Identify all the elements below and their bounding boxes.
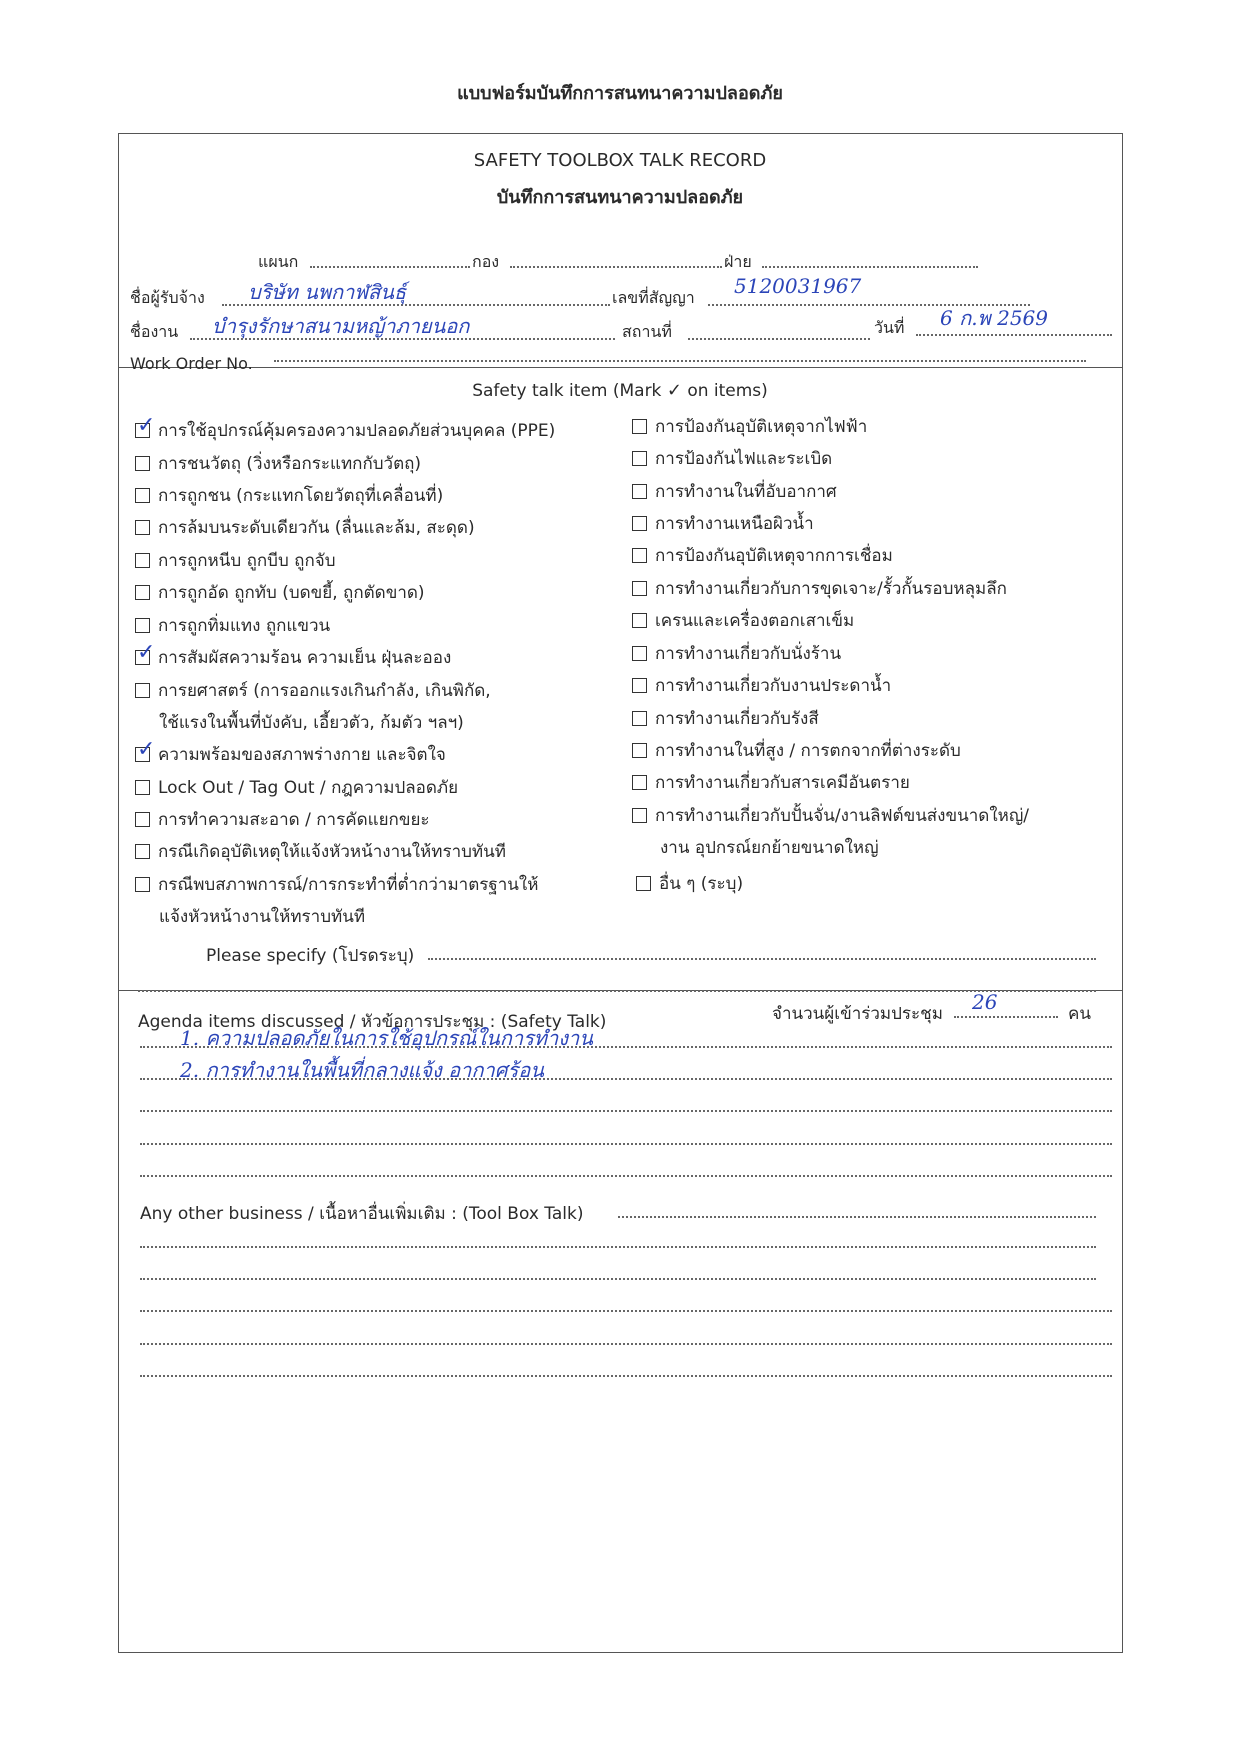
item-struck-by[interactable]: การถูกชน (กระแทกโดยวัตถุที่เคลื่อนที่) xyxy=(135,482,443,509)
item-crushed[interactable]: การถูกอัด ถูกทับ (บดขยี้, ถูกตัดขาด) xyxy=(135,579,425,606)
checkbox[interactable] xyxy=(632,646,647,661)
item-ergonomics[interactable]: การยศาสตร์ (การออกแรงเกินกำลัง, เกินพิกัด, xyxy=(135,677,491,704)
item-fire-explosion[interactable]: การป้องกันไฟและระเบิด xyxy=(632,445,832,472)
item-heat-cold-dust[interactable]: ✓ การสัมผัสความร้อน ความเย็น ฝุ่นละออง xyxy=(137,640,452,668)
divider-info xyxy=(118,367,1123,368)
form-title: แบบฟอร์มบันทึกการสนทนาความปลอดภัย xyxy=(457,83,783,104)
item-diving[interactable]: การทำงานเกี่ยวกับงานประดาน้ำ xyxy=(632,672,891,699)
other-line-2[interactable] xyxy=(140,1278,1096,1280)
other-line-4[interactable] xyxy=(140,1343,1112,1345)
item-crane-lift[interactable]: การทำงานเกี่ยวกับปั้นจั่น/งานลิฟต์ขนส่งขนาดใหญ่/ xyxy=(632,802,1029,829)
checkbox[interactable] xyxy=(632,743,647,758)
checkbox[interactable] xyxy=(632,581,647,596)
division-field[interactable] xyxy=(510,266,722,268)
please-specify-label: Please specify (โปรดระบุ) xyxy=(206,946,415,966)
job-value: บำรุงรักษาสนามหญ้าภายนอก xyxy=(212,314,470,338)
division-label: กอง xyxy=(472,252,500,271)
checkbox[interactable] xyxy=(632,516,647,531)
checkbox[interactable] xyxy=(135,585,150,600)
checkbox[interactable] xyxy=(632,484,647,499)
attendees-label: จำนวนผู้เข้าร่วมประชุม xyxy=(772,1004,943,1024)
section-label: ฝ่าย xyxy=(724,252,752,271)
checkbox[interactable] xyxy=(135,553,150,568)
item-over-water[interactable]: การทำงานเหนือผิวน้ำ xyxy=(632,510,814,537)
checkbox[interactable] xyxy=(135,520,150,535)
other-line-3[interactable] xyxy=(140,1310,1112,1312)
date-label: วันที่ xyxy=(874,318,905,337)
checkbox[interactable] xyxy=(632,548,647,563)
item-confined-space[interactable]: การทำงานในที่อับอากาศ xyxy=(632,478,837,505)
item-excavation[interactable]: การทำงานเกี่ยวกับการขุดเจาะ/รั้วกั้นรอบหลุมลึก xyxy=(632,575,1007,602)
other-business-label: Any other business / เนื้อหาอื่นเพิ่มเติม : (Tool Box Talk) xyxy=(140,1204,584,1224)
record-title-th: บันทึกการสนทนาความปลอดภัย xyxy=(496,187,744,208)
work-order-label: Work Order No. xyxy=(130,354,253,373)
item-scaffolding[interactable]: การทำงานเกี่ยวกับนั่งร้าน xyxy=(632,640,841,667)
work-order-field[interactable] xyxy=(274,360,1086,362)
checkbox[interactable] xyxy=(632,711,647,726)
check-mark-icon: ✓ xyxy=(137,737,156,762)
item-radiation[interactable]: การทำงานเกี่ยวกับรังสี xyxy=(632,705,819,732)
agenda-line-4[interactable] xyxy=(140,1143,1112,1145)
item-ppe[interactable]: ✓ การใช้อุปกรณ์คุ้มครองความปลอดภัยส่วนบุคคล (PPE) xyxy=(137,413,556,441)
agenda-line-5[interactable] xyxy=(140,1175,1112,1177)
contract-no-label: เลขที่สัญญา xyxy=(612,288,695,307)
check-mark-icon: ✓ xyxy=(137,413,156,438)
item-lockout[interactable]: Lock Out / Tag Out / กฎความปลอดภัย xyxy=(135,774,458,801)
contract-no-value: 5120031967 xyxy=(734,274,862,298)
item-welding[interactable]: การป้องกันอุบัติเหตุจากการเชื่อม xyxy=(632,542,893,569)
checkbox[interactable] xyxy=(632,808,647,823)
section-field[interactable] xyxy=(762,266,978,268)
checkbox[interactable] xyxy=(632,678,647,693)
other-line-1[interactable] xyxy=(140,1246,1096,1248)
agenda-item-1: 1. ความปลอดภัยในการใช้อุปกรณ์ในการทำงาน xyxy=(180,1026,593,1050)
item-punctured[interactable]: การถูกทิ่มแทง ถูกแขวน xyxy=(135,612,330,639)
item-crane-lift-cont: งาน อุปกรณ์ยกย้ายขนาดใหญ่ xyxy=(660,838,879,858)
agenda-label: Agenda items discussed / หัวข้อการประชุม : (Safety Talk) xyxy=(138,1012,607,1032)
checkbox[interactable] xyxy=(135,877,150,892)
checkbox[interactable] xyxy=(135,488,150,503)
department-field[interactable] xyxy=(310,266,470,268)
other-line-5[interactable] xyxy=(140,1375,1112,1377)
checkbox[interactable] xyxy=(632,419,647,434)
agenda-item-2: 2. การทำงานในพื้นที่กลางแจ้ง อากาศร้อน xyxy=(180,1058,544,1082)
location-field[interactable] xyxy=(688,338,870,340)
item-fitness[interactable]: ✓ ความพร้อมของสภาพร่างกาย และจิตใจ xyxy=(137,737,446,765)
checkbox[interactable] xyxy=(632,775,647,790)
checkbox[interactable] xyxy=(135,844,150,859)
checkbox[interactable] xyxy=(632,613,647,628)
item-crane-piling[interactable]: เครนและเครื่องตอกเสาเข็ม xyxy=(632,607,854,634)
date-value: 6 ก.พ 2569 xyxy=(940,306,1048,330)
record-title-en: SAFETY TOOLBOX TALK RECORD xyxy=(473,150,767,171)
item-substandard[interactable]: กรณีพบสภาพการณ์/การกระทำที่ต่ำกว่ามาตรฐานให้ xyxy=(135,871,538,898)
location-label: สถานที่ xyxy=(622,322,672,341)
agenda-line-3[interactable] xyxy=(140,1110,1112,1112)
item-cleaning[interactable]: การทำความสะอาด / การคัดแยกขยะ xyxy=(135,806,430,833)
item-electrical[interactable]: การป้องกันอุบัติเหตุจากไฟฟ้า xyxy=(632,413,867,440)
date-field[interactable] xyxy=(916,334,1112,336)
checkbox[interactable] xyxy=(632,451,647,466)
please-specify-field-2[interactable] xyxy=(138,990,1096,992)
checkbox[interactable] xyxy=(135,780,150,795)
checkbox[interactable] xyxy=(135,812,150,827)
checkbox[interactable] xyxy=(135,683,150,698)
job-label: ชื่องาน xyxy=(130,322,179,341)
item-accident-report[interactable]: กรณีเกิดอุบัติเหตุให้แจ้งหัวหน้างานให้ทราบทันที xyxy=(135,838,506,865)
item-working-at-height[interactable]: การทำงานในที่สูง / การตกจากที่ต่างระดับ xyxy=(632,737,961,764)
department-label: แผนก xyxy=(258,252,299,271)
item-other[interactable]: อื่น ๆ (ระบุ) xyxy=(636,870,743,897)
item-ergonomics-cont: ใช้แรงในพื้นที่บังคับ, เอี้ยวตัว, ก้มตัว ฯลฯ) xyxy=(159,713,464,733)
checkbox[interactable] xyxy=(135,456,150,471)
contractor-label: ชื่อผู้รับจ้าง xyxy=(130,288,205,307)
item-caught-in[interactable]: การถูกหนีบ ถูกบีบ ถูกจับ xyxy=(135,547,336,574)
item-slip-trip[interactable]: การล้มบนระดับเดียวกัน (ลื่นและล้ม, สะดุด) xyxy=(135,514,475,541)
attendees-value: 26 xyxy=(972,990,998,1014)
checkbox[interactable] xyxy=(135,737,156,762)
attendees-unit: คน xyxy=(1068,1004,1091,1024)
checkbox[interactable] xyxy=(636,876,651,891)
item-substandard-cont: แจ้งหัวหน้างานให้ทราบทันที xyxy=(159,907,366,927)
safety-items-title: Safety talk item (Mark ✓ on items) xyxy=(472,380,768,401)
checkbox[interactable] xyxy=(135,618,150,633)
please-specify-field[interactable] xyxy=(428,958,1096,960)
item-struck-against[interactable]: การชนวัตถุ (วิ่งหรือกระแทกกับวัตถุ) xyxy=(135,450,421,477)
attendees-field[interactable] xyxy=(954,1016,1058,1018)
checkbox[interactable] xyxy=(135,640,156,665)
other-business-field[interactable] xyxy=(618,1216,1096,1218)
item-hazardous-chemicals[interactable]: การทำงานเกี่ยวกับสารเคมีอันตราย xyxy=(632,769,910,796)
checkbox[interactable] xyxy=(135,413,156,438)
contractor-value: บริษัท นพกาฬสินธุ์ xyxy=(248,280,407,304)
check-mark-icon: ✓ xyxy=(137,640,156,665)
